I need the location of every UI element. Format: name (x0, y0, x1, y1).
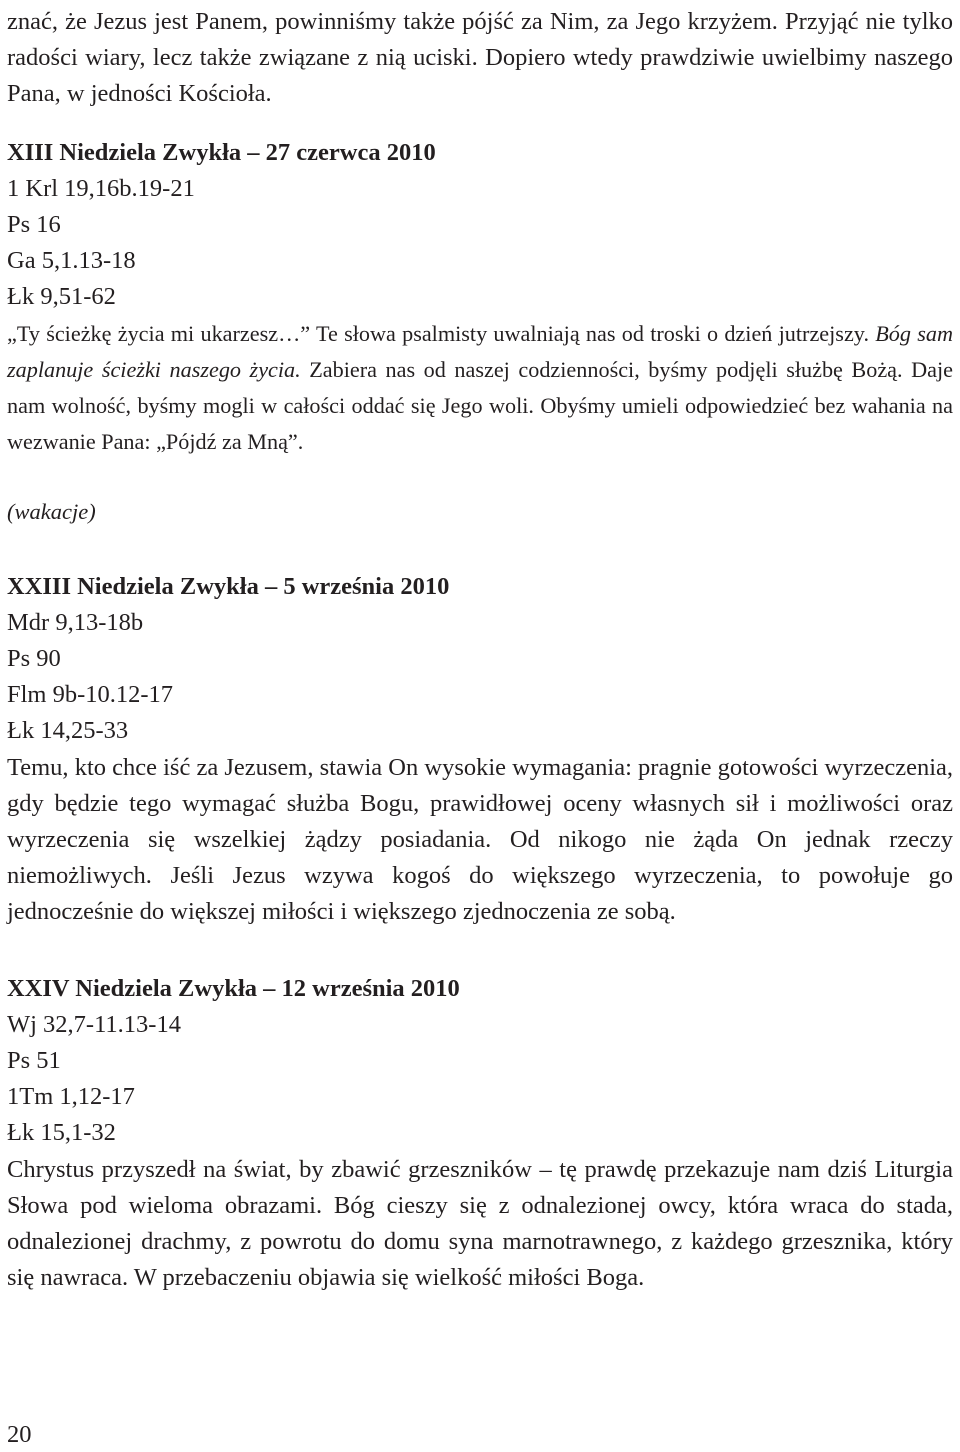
reflection-emphasis: Bóg sam zaplanuje ścieżki naszego życia. (7, 320, 953, 382)
page-number: 20 (7, 1421, 32, 1448)
reflection-text: Zabiera nas od naszej codzienności, byśmy podjęli służbę Bożą. Daje nam wolność, byśmy mogli w całości oddać się Jego woli. Obyśmy umieli odpowiedzieć bez wahania na wezwanie Pana: „Pójdź za Mną”. (7, 356, 953, 455)
reading-ref: Łk 9,51-62 (7, 283, 116, 311)
reading-ref: Flm 9b-10.12-17 (7, 681, 174, 709)
section-heading: XIII Niedziela Zwykła – 27 czerwca 2010 (7, 138, 436, 166)
section-heading: XXIII Niedziela Zwykła – 5 września 2010 (7, 572, 450, 600)
psalm-quote: „Ty ścieżkę życia mi ukarzesz…” (7, 320, 311, 346)
section-xxiii-sunday (7, 569, 953, 931)
spacer (7, 113, 953, 135)
section-heading: XXIV Niedziela Zwykła – 12 września 2010 (7, 974, 460, 1002)
document-page (7, 4, 953, 1297)
section-xiii-sunday (7, 135, 953, 461)
spacer (7, 460, 953, 494)
reading-ref: Ps 51 (7, 1047, 61, 1075)
spacer (7, 531, 953, 569)
spacer (7, 931, 953, 971)
section-xxiv-sunday (7, 971, 953, 1297)
reading-ref: Łk 14,25-33 (7, 717, 129, 745)
reading-ref: Ps 16 (7, 211, 61, 239)
reading-ref: Ga 5,1.13-18 (7, 247, 136, 275)
reflection-paragraph: Temu, kto chce iść za Jezusem, stawia On wysokie wymagania: pragnie gotowości wyrzeczenia, gdy będzie tego wymagać służba Bogu, prawidłowej oceny własnych sił i możliwości oraz wyrzeczenia się wszelkiej żądzy posiadania. Od nikogo nie żąda On jednak rzeczy niemożliwych. Jeśli Jezus wzywa kogoś do większego wyrzeczenia, to powołuje go jednocześnie do większej miłości i większego zjednoczenia ze sobą. (7, 753, 953, 926)
reflection-paragraph (7, 316, 953, 461)
intro-paragraph: znać, że Jezus jest Panem, powinniśmy także pójść za Nim, za Jego krzyżem. Przyjąć nie tylko radości wiary, lecz także związane z nią uciski. Dopiero wtedy prawdziwie uwielbimy naszego Pana, w jedności Kościoła. (7, 8, 953, 108)
reading-ref: Mdr 9,13-18b (7, 608, 144, 636)
reflection-text: Te słowa psalmisty uwalniają nas od troski o dzień jutrzejszy. (310, 320, 876, 346)
reading-ref: 1Tm 1,12-17 (7, 1083, 135, 1111)
reading-ref: Wj 32,7-11.13-14 (7, 1010, 181, 1038)
reading-ref: Łk 15,1-32 (7, 1119, 116, 1147)
reading-ref: 1 Krl 19,16b.19-21 (7, 174, 195, 202)
reflection-paragraph: Chrystus przyszedł na świat, by zbawić grzeszników – tę prawdę przekazuje nam dziś Liturgia Słowa pod wieloma obrazami. Bóg cieszy się z odnalezionej owcy, która wraca do stada, odnalezionej drachmy, z powrotu do domu syna marnotrawnego, z każdego grzesznika, który się nawraca. W przebaczeniu objawia się wielkość miłości Boga. (7, 1155, 953, 1292)
reading-ref: Ps 90 (7, 645, 61, 673)
vacation-note: (wakacje) (7, 499, 96, 525)
